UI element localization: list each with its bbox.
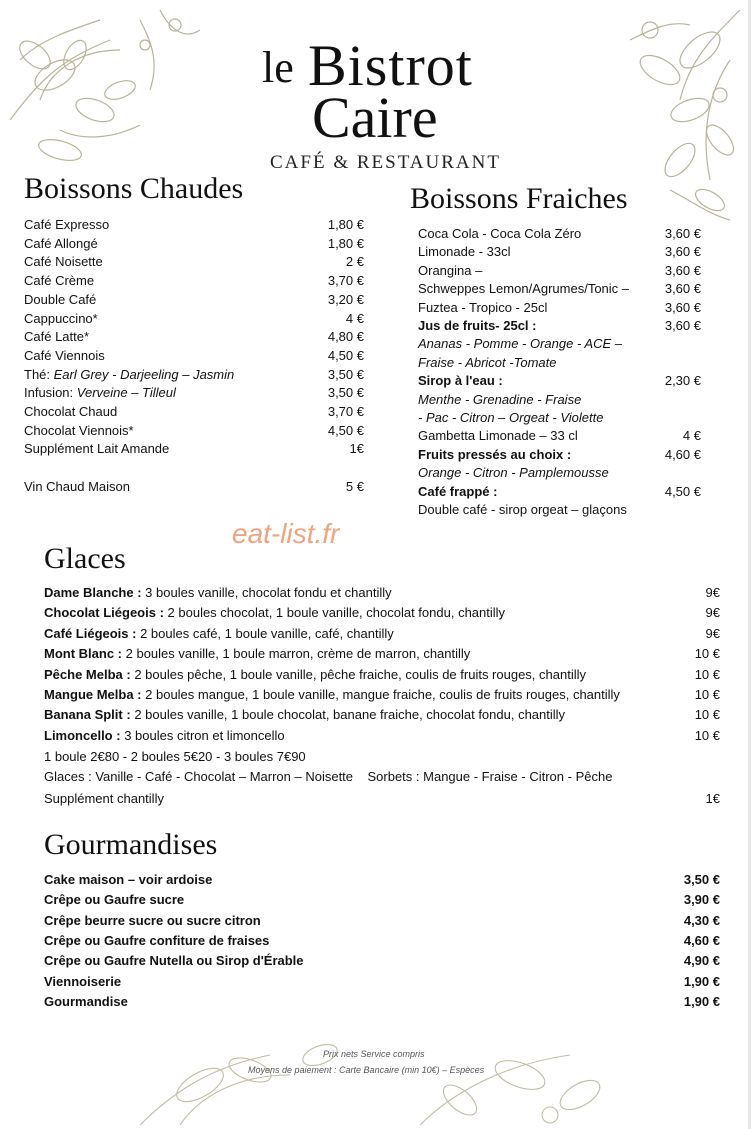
flavors-label: Glaces : xyxy=(44,769,92,784)
item-detail: 2 boules café, 1 boule vanille, café, chantilly xyxy=(140,625,394,641)
item-price: 5 € xyxy=(345,479,364,494)
item-price: 1,90 € xyxy=(683,993,720,1009)
item-price: 3,60 € xyxy=(664,226,701,241)
item-detail: 2 boules pêche, 1 boule vanille, pêche fraiche, coulis de fruits rouges, chantilly xyxy=(134,666,586,682)
item-name: Crêpe ou Gaufre Nutella ou Sirop d'Érable xyxy=(44,953,304,969)
logo-caire: Caire xyxy=(312,85,438,150)
item-name: Dame Blanche : xyxy=(44,585,142,600)
item-name: Cake maison – voir ardoise xyxy=(44,872,213,887)
item-name: Gambetta Limonade – 33 cl xyxy=(418,428,578,444)
floral-decoration-bottom xyxy=(120,1025,640,1129)
item-name: Mont Blanc : xyxy=(44,646,122,662)
item-price: 4,60 € xyxy=(683,932,720,948)
chantilly-supplement-price: 1€ xyxy=(705,791,720,806)
sorbets-text: Mangue - Fraise - Citron - Pêche xyxy=(423,769,613,784)
item-name: Café Liégeois : xyxy=(44,625,137,641)
item-name: Orangina – xyxy=(418,262,483,278)
item-price: 10 € xyxy=(694,646,720,662)
item-name: Infusion: xyxy=(24,385,74,401)
item-price: 4,90 € xyxy=(683,953,720,969)
item-price: 10 € xyxy=(694,687,720,702)
item-price: 10 € xyxy=(694,727,720,743)
item-name: Café Noisette xyxy=(24,254,103,270)
item-price: 3,50 € xyxy=(327,366,364,382)
item-price: 4,60 € xyxy=(664,446,701,462)
item-price: 4,30 € xyxy=(683,912,720,928)
item-name: Café Crème xyxy=(24,273,95,289)
item-price: 2,30 € xyxy=(664,373,701,389)
item-price: 1,80 € xyxy=(327,217,364,232)
item-detail: 2 boules vanille, 1 boule chocolat, banane fraiche, chocolat fondu, chantilly xyxy=(134,707,566,723)
item-name: Sirop à l'eau : xyxy=(418,373,503,389)
item-name: Pêche Melba : xyxy=(44,666,131,682)
item-price: 1,90 € xyxy=(683,973,720,989)
item-detail: Earl Grey - Darjeeling – Jasmin xyxy=(53,366,235,382)
item-name: Ananas - Pomme - Orange - ACE – xyxy=(418,336,622,352)
item-name: - Pac - Citron – Orgeat - Violette xyxy=(418,410,604,425)
item-name: Viennoiserie xyxy=(44,973,122,989)
item-name: Café Viennois xyxy=(24,347,105,363)
item-detail: 2 boules vanille, 1 boule marron, crème de marron, chantilly xyxy=(125,646,471,662)
item-price: 10 € xyxy=(694,707,720,723)
logo-bistrot: Bistrot xyxy=(308,33,473,98)
item-name: Supplément Lait Amande xyxy=(24,441,170,457)
logo-subtitle: CAFÉ & RESTAURANT xyxy=(270,152,501,173)
item-name: Fruits pressés au choix : xyxy=(418,446,572,462)
item-name: Limonade - 33cl xyxy=(418,244,511,260)
item-name: Chocolat Chaud xyxy=(24,404,118,419)
sorbets-label: Sorbets : xyxy=(367,769,420,784)
item-name: Jus de fruits- 25cl : xyxy=(418,318,537,333)
item-name: Coca Cola - Coca Cola Zéro xyxy=(418,226,582,241)
item-price: 10 € xyxy=(694,666,720,682)
item-name: Crêpe ou Gaufre confiture de fraises xyxy=(44,932,270,948)
item-name: Thé: xyxy=(24,366,51,382)
item-name: Café Latte* xyxy=(24,329,90,345)
item-price: 9€ xyxy=(705,605,720,621)
item-name: Chocolat Liégeois : xyxy=(44,605,164,621)
item-price: 4,50 € xyxy=(664,483,701,499)
item-price: 4 € xyxy=(345,310,364,326)
item-name: Café frappé : xyxy=(418,483,498,499)
item-detail: Verveine – Tilleul xyxy=(76,385,176,401)
item-name: Schweppes Lemon/Agrumes/Tonic – xyxy=(418,281,630,297)
cold-drinks-title: Boissons Fraiches xyxy=(410,182,628,215)
item-price: 3,60 € xyxy=(664,262,701,278)
item-name: Menthe - Grenadine - Fraise xyxy=(418,391,582,407)
item-name: Double Café xyxy=(24,291,97,307)
item-name: Café Allongé xyxy=(24,235,98,251)
item-name: Fraise - Abricot -Tomate xyxy=(418,354,557,370)
item-name: Mangue Melba : xyxy=(44,687,142,702)
item-price: 4,50 € xyxy=(327,422,364,438)
item-price: 3,20 € xyxy=(327,291,364,307)
item-price: 3,60 € xyxy=(664,299,701,315)
item-name: Vin Chaud Maison xyxy=(24,479,130,494)
item-price: 4,80 € xyxy=(327,329,364,345)
footer-payment-note: Moyens de paiement : Carte Bancaire (min 10€) – Espèces xyxy=(248,1065,485,1075)
watermark: eat-list.fr xyxy=(232,518,340,549)
chantilly-supplement-label: Supplément chantilly xyxy=(44,791,164,806)
item-price: 9€ xyxy=(705,585,720,600)
restaurant-logo xyxy=(250,20,510,150)
sweets-title: Gourmandises xyxy=(44,828,218,861)
hot-drinks-title: Boissons Chaudes xyxy=(24,172,244,205)
item-price: 9€ xyxy=(705,625,720,641)
item-name: Banana Split : xyxy=(44,707,131,723)
floral-decoration-top-left xyxy=(0,0,210,185)
item-price: 3,60 € xyxy=(664,281,701,297)
item-price: 3,90 € xyxy=(683,892,720,908)
item-price: 3,60 € xyxy=(664,318,701,333)
item-name: Orange - Citron - Pamplemousse xyxy=(418,465,609,481)
item-name: Crêpe beurre sucre ou sucre citron xyxy=(44,912,261,928)
item-name: Café Expresso xyxy=(24,217,110,232)
item-price: 3,70 € xyxy=(327,404,364,419)
item-price: 3,50 € xyxy=(683,872,720,887)
item-name: Fuztea - Tropico - 25cl xyxy=(418,299,548,315)
ice-cream-title: Glaces xyxy=(44,542,126,575)
item-detail: 3 boules citron et limoncello xyxy=(124,727,285,743)
item-name: Double café - sirop orgeat – glaçons xyxy=(418,502,627,517)
item-detail: 3 boules vanille, chocolat fondu et chantilly xyxy=(145,585,392,600)
footer-prices-note: Prix nets Service compris xyxy=(323,1049,425,1059)
item-name: Cappuccino* xyxy=(24,310,98,326)
item-price: 3,50 € xyxy=(327,385,364,401)
item-price: 1,80 € xyxy=(327,235,364,251)
item-price: 1€ xyxy=(349,441,364,457)
item-price: 3,70 € xyxy=(327,273,364,289)
logo-le: le xyxy=(262,43,294,92)
item-name: Crêpe ou Gaufre sucre xyxy=(44,892,185,908)
scoop-prices-text: 1 boule 2€80 - 2 boules 5€20 - 3 boules 7€90 xyxy=(44,749,306,764)
item-detail: 2 boules chocolat, 1 boule vanille, chocolat fondu, chantilly xyxy=(167,605,506,621)
item-price: 4 € xyxy=(682,428,701,444)
item-name: Gourmandise xyxy=(44,993,128,1009)
flavors-text: Vanille - Café - Chocolat – Marron – Noisette xyxy=(95,769,354,784)
item-price: 2 € xyxy=(345,254,364,270)
item-price: 3,60 € xyxy=(664,244,701,260)
item-price: 4,50 € xyxy=(327,347,364,363)
item-detail: 2 boules mangue, 1 boule vanille, mangue fraiche, coulis de fruits rouges, chantilly xyxy=(145,687,620,702)
item-name: Chocolat Viennois* xyxy=(24,422,134,438)
item-name: Limoncello : xyxy=(44,727,121,743)
